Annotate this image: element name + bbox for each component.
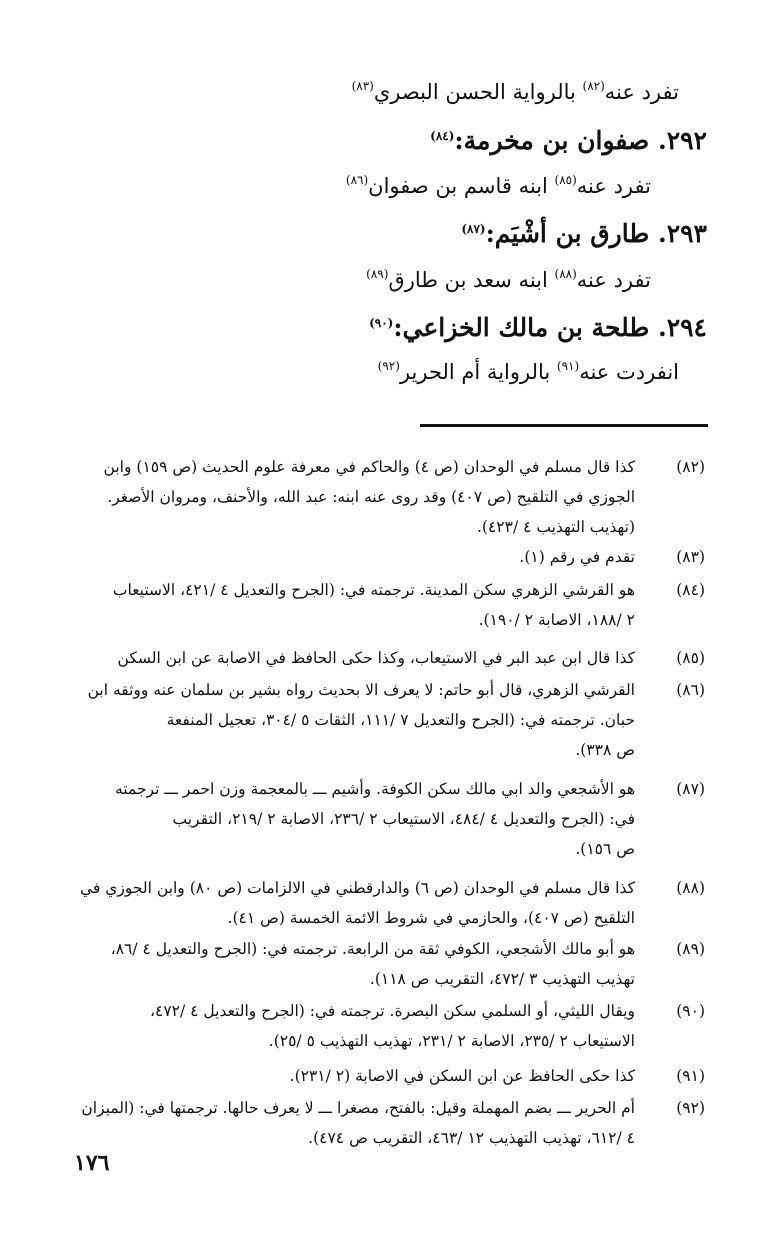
footnote-ref[interactable]: (٨٢) (582, 79, 605, 93)
footnote-number: (٨٨) (676, 879, 705, 897)
footnote (77, 542, 705, 572)
footnote-number: (٨٩) (676, 940, 705, 958)
footnote-line: ص ١٥٦). (575, 840, 635, 858)
footnote-line: ٢ /١٨٨، الاصابة ٢ /١٩٠). (478, 611, 635, 629)
footnote-line: كذا قال مسلم في الوحدان (ص ٦) والدارقطني في الالزامات (ص ٨٠) وابن الجوزي في (80, 879, 635, 897)
footnote-line: حبان. ترجمته في: (الجرح والتعديل ٧ /١١١، الثقات ٥ /٣٠٤، تعجيل المنفعة (166, 711, 635, 729)
footnote (77, 1061, 705, 1091)
footnote-ref[interactable]: (٨٨) (554, 267, 577, 281)
entry-text: ابنه قاسم بن صفوان (368, 174, 555, 198)
footnote (77, 452, 705, 542)
entry-line (378, 360, 679, 384)
footnote-number: (٨٢) (676, 458, 705, 476)
entry-title: طلحة بن مالك الخزاعي: (393, 313, 650, 342)
footnote (77, 873, 705, 933)
entry-text: تفرد عنه (576, 174, 651, 198)
entry-line (366, 268, 651, 292)
footnote-number: (٨٧) (676, 780, 705, 798)
footnote-number: (٨٣) (676, 548, 705, 566)
footnote-line: كذا قال ابن عبد البر في الاستيعاب، وكذا حكى الحافظ في الاصابة عن ابن السكن (117, 649, 635, 667)
footnote-line: تقدم في رقم (١). (519, 548, 635, 566)
entry-text: بالرواية أم الحرير (399, 360, 557, 384)
footnote-ref[interactable]: (٩٢) (377, 359, 400, 373)
entry-text: تفرد عنه (604, 80, 679, 104)
entry-number: ٢٩٤. (657, 313, 707, 342)
footnote-number: (٩٢) (676, 1099, 705, 1117)
footnote-ref[interactable]: (٨٤) (430, 129, 455, 143)
footnote-ref[interactable]: (٩٠) (369, 316, 394, 330)
entry-heading (461, 219, 707, 248)
footnote-separator (420, 424, 708, 427)
footnote-ref[interactable]: (٩١) (556, 359, 580, 373)
footnote-ref[interactable]: (٨٣) (351, 79, 374, 93)
entry-text: انفردت عنه (579, 360, 679, 384)
footnote (77, 774, 705, 864)
entry-title: صفوان بن مخرمة: (454, 126, 650, 155)
footnote-line: (تهذيب التهذيب ٤ /٤٢٣). (476, 518, 635, 536)
footnote-line: كذا قال مسلم في الوحدان (ص ٤) والحاكم في معرفة علوم الحديث (ص ١٥٩) وابن (103, 458, 635, 476)
footnote-line: الاستيعاب ٢ /٢٣٥، الاصابة ٢ /٢٣١، تهذيب التهذيب ٥ /٢٥). (268, 1032, 635, 1050)
entry-line (346, 174, 651, 198)
footnote-number: (٩٠) (676, 1002, 705, 1020)
footnote-line: تهذيب التهذيب ٣ /٤٧٢، التقريب ص ١١٨). (369, 970, 635, 988)
entry-text: ابنه سعد بن طارق (388, 268, 555, 292)
footnote (77, 575, 705, 635)
footnote-line: هو الأشجعي والد ابي مالك سكن الكوفة. وأشيم ـــ بالمعجمة وزن احمر ـــ ترجمته (115, 780, 635, 798)
footnote-line: في: (الجرح والتعديل ٤ /٤٨٤، الاستيعاب ٢ /٢٣٦، الاصابة ٢ /٢١٩، التقريب (172, 810, 635, 828)
footnote-line: كذا حكى الحافظ عن ابن السكن في الاصابة (٢ /٢٣١). (289, 1067, 635, 1085)
footnote-ref[interactable]: (٨٥) (554, 173, 577, 187)
entry-heading (430, 126, 707, 155)
footnote-line: التلقيح (ص ٤٠٧)، والحازمي في شروط الائمة الخمسة (ص ٤١). (227, 909, 635, 927)
footnote-number: (٩١) (676, 1067, 705, 1085)
footnote-line: ٤ /٦١٢، تهذيب التهذيب ١٢ /٤٦٣، التقريب ص ٤٧٤). (308, 1129, 635, 1147)
footnote-line: ص ٣٣٨). (575, 741, 635, 759)
footnote (77, 675, 705, 765)
footnote-line: الجوزي في التلقيح (ص ٤٠٧) وقد روى عنه ابنه: عبد الله، والأحنف، ومروان الأصغر. (107, 488, 635, 506)
footnote (77, 996, 705, 1056)
page-number: ١٧٦ (74, 1150, 110, 1176)
entry-text: تفرد عنه (576, 268, 651, 292)
entry-number: ٢٩٢. (657, 126, 707, 155)
footnote-ref[interactable]: (٨٩) (366, 267, 389, 281)
footnote (77, 934, 705, 994)
footnote-line: ويقال الليثي، أو السلمي سكن البصرة. ترجمته في: (الجرح والتعديل ٤ /٤٧٢، (149, 1002, 635, 1020)
footnote (77, 643, 705, 673)
entry-text: بالرواية الحسن البصري (373, 80, 583, 104)
entry-heading (369, 313, 707, 342)
entry-number: ٢٩٣. (657, 219, 707, 248)
footnote-ref[interactable]: (٨٧) (461, 222, 486, 236)
entry-title: طارق بن أشْيَم: (485, 219, 650, 248)
footnote-number: (٨٦) (676, 681, 705, 699)
footnote-line: هو أبو مالك الأشجعي، الكوفي ثقة من الرابعة. ترجمته في: (الجرح والتعديل ٤ /٨٦، (110, 940, 635, 958)
footnote-line: القرشي الزهري، قال أبو حاتم: لا يعرف الا بحديث رواه بشير بن سلمان عنه ووثقه ابن (87, 681, 635, 699)
footnote-number: (٨٤) (676, 581, 705, 599)
footnote (77, 1093, 705, 1153)
entry-line (352, 80, 679, 104)
footnote-line: أم الحرير ـــ بضم المهملة وقيل: بالفتح، مصغرا ـــ لا يعرف حالها. ترجمتها في: (الميزان (81, 1099, 635, 1117)
footnote-line: هو القرشي الزهري سكن المدينة. ترجمته في: (الجرح والتعديل ٤ /٤٢١، الاستيعاب (112, 581, 635, 599)
footnote-number: (٨٥) (676, 649, 705, 667)
footnote-ref[interactable]: (٨٦) (345, 173, 369, 187)
